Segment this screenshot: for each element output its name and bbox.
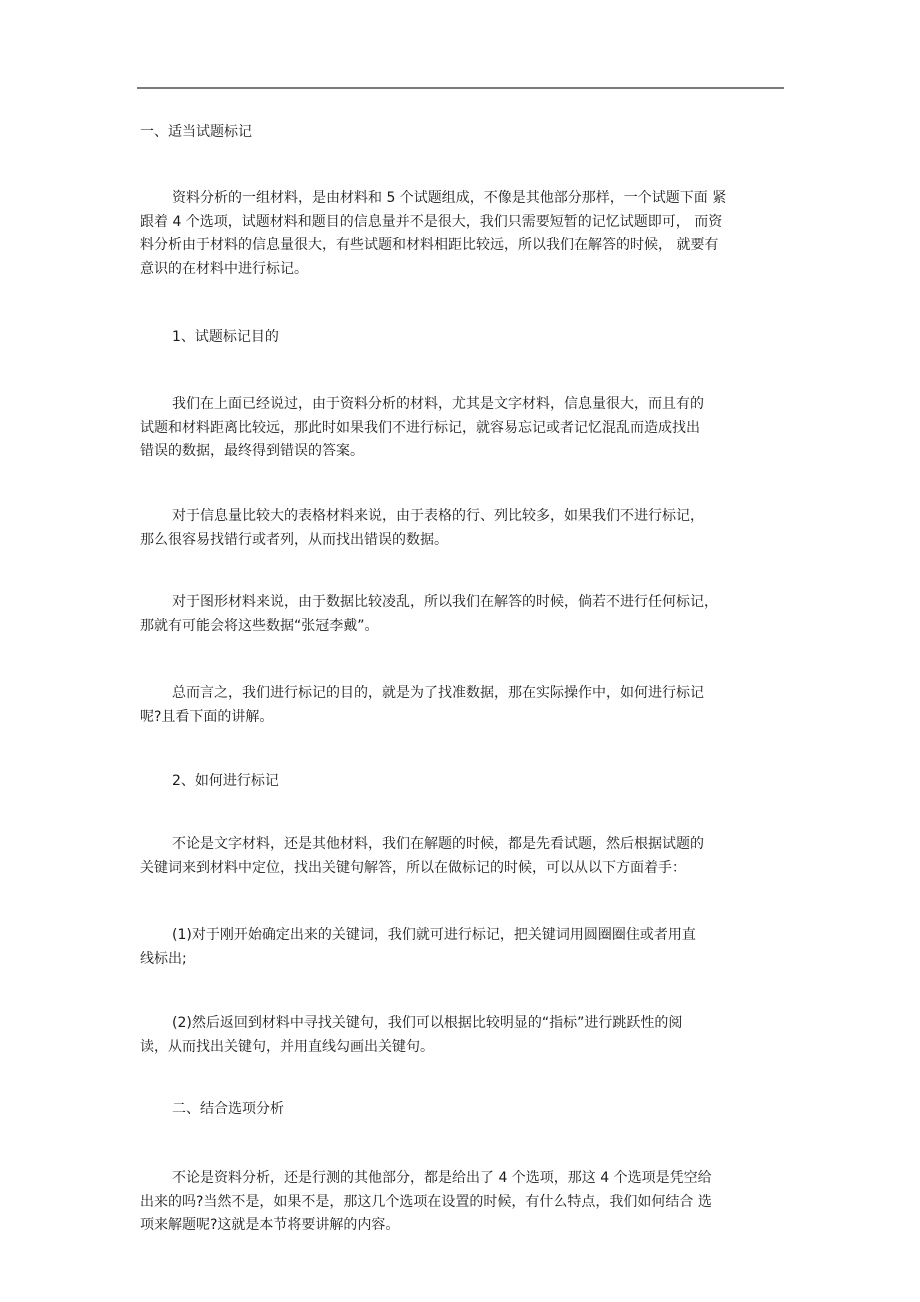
- paragraph-9: [140, 1167, 790, 1238]
- line: 料分析由于材料的信息量很大，有些试题和材料相距比较远，所以我们在解答的时候， 就要有: [140, 237, 719, 253]
- section-heading-1: [140, 121, 790, 145]
- paragraph-4: [140, 591, 790, 638]
- line: 我们在上面已经说过，由于资料分析的材料，尤其是文字材料，信息量很大，而且有的: [172, 396, 704, 412]
- paragraph-1: [140, 187, 790, 281]
- paragraph-7: [140, 924, 790, 971]
- line: 资料分析的一组材料，是由材料和 5 个试题组成，不像是其他部分那样，一个试题下面 紧: [172, 190, 727, 206]
- line: 跟着 4 个选项，试题材料和题目的信息量并不是很大，我们只需要短暂的记忆试题即可， 而资: [140, 213, 723, 230]
- paragraph-3: [140, 505, 790, 552]
- paragraph-6: [140, 833, 790, 880]
- line: 读，从而找出关键句，并用直线勾画出关键句。: [140, 1038, 434, 1055]
- line: 那就有可能会将这些数据“张冠李戴”。: [140, 617, 379, 634]
- subheading-1: [140, 326, 790, 350]
- line: (2)然后返回到材料中寻找关键句，我们可以根据比较明显的“指标”进行跳跃性的阅: [172, 1015, 683, 1031]
- line: 出来的吗?当然不是，如果不是，那这几个选项在设置的时候，有什么特点，我们如何结合 选: [140, 1193, 712, 1210]
- line: 总而言之，我们进行标记的目的，就是为了找准数据，那在实际操作中，如何进行标记: [172, 685, 704, 701]
- header-rule: [137, 87, 784, 89]
- subheading-text: 1、试题标记目的: [172, 329, 279, 345]
- line: 对于图形材料来说，由于数据比较凌乱，所以我们在解答的时候，倘若不进行任何标记，: [172, 594, 718, 610]
- line: 项来解题呢?这就是本节将要讲解的内容。: [140, 1217, 400, 1233]
- line: 不论是资料分析，还是行测的其他部分，都是给出了 4 个选项，那这 4 个选项是凭空给: [172, 1170, 712, 1186]
- paragraph-5: [140, 682, 790, 729]
- line: 那么很容易找错行或者列，从而找出错误的数据。: [140, 531, 448, 548]
- line: 呢?且看下面的讲解。: [140, 708, 274, 725]
- heading-text: 二、结合选项分析: [172, 1101, 284, 1117]
- line: 对于信息量比较大的表格材料来说，由于表格的行、列比较多，如果我们不进行标记，: [172, 508, 704, 524]
- heading-text: 一、适当试题标记: [140, 124, 252, 140]
- line: 意识的在材料中进行标记。: [140, 260, 308, 277]
- subheading-text: 2、如何进行标记: [172, 773, 279, 789]
- section-heading-2: [140, 1098, 790, 1122]
- line: 试题和材料距离比较远，那此时如果我们不进行标记，就容易忘记或者记忆混乱而造成找出: [140, 419, 700, 436]
- line: 错误的数据，最终得到错误的答案。: [140, 443, 364, 459]
- line: 线标出;: [140, 950, 187, 967]
- line: (1)对于刚开始确定出来的关键词，我们就可进行标记，把关键词用圆圈圈住或者用直: [172, 927, 696, 943]
- paragraph-2: [140, 393, 790, 464]
- subheading-2: [140, 770, 790, 794]
- paragraph-8: [140, 1012, 790, 1059]
- line: 不论是文字材料，还是其他材料，我们在解题的时候，都是先看试题，然后根据试题的: [172, 836, 704, 852]
- line: 关键词来到材料中定位，找出关键句解答，所以在做标记的时候，可以从以下方面着手：: [140, 859, 686, 876]
